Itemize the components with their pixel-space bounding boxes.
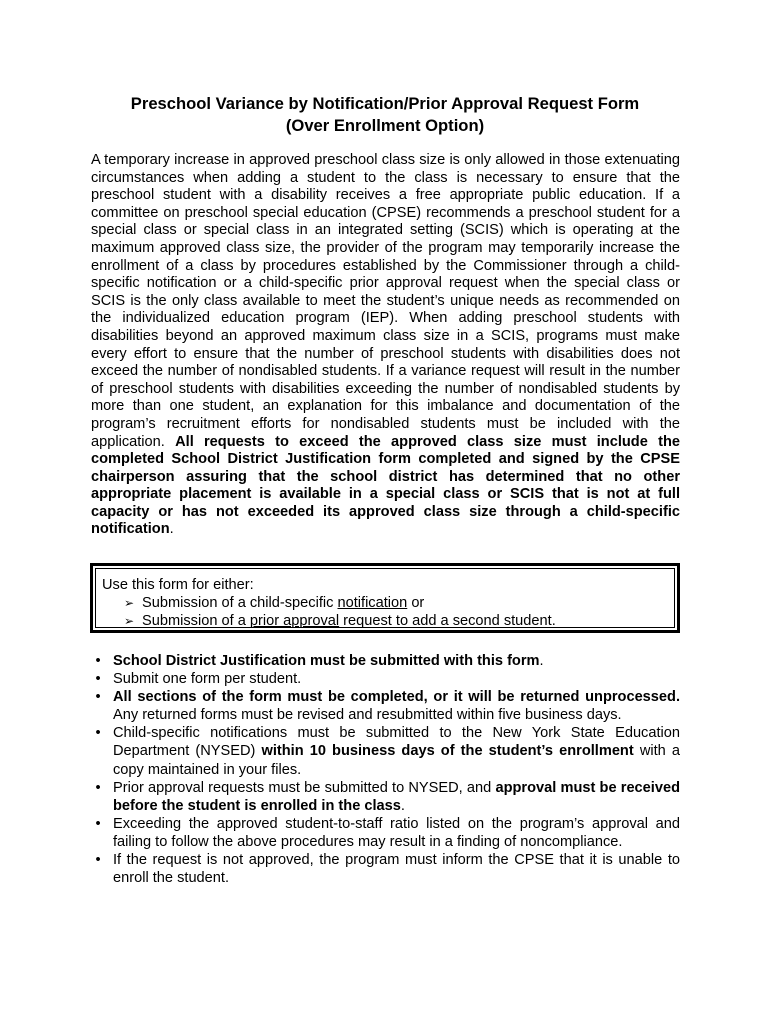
title-line-1: Preschool Variance by Notification/Prior Approval Request Form <box>130 94 640 113</box>
usage-option-prior-approval <box>102 612 668 630</box>
notification-term: notification <box>337 595 408 611</box>
bullet-dot-icon: • <box>95 815 101 832</box>
usage-option-notification <box>102 594 668 612</box>
list-item-end: . <box>539 653 544 669</box>
usage-option-1-post: or <box>407 595 425 611</box>
list-item-text: Any returned forms must be revised and resubmitted within five business days. <box>113 707 622 724</box>
usage-option-2-post: request to add a second student. <box>339 613 556 629</box>
intro-paragraph <box>91 152 680 539</box>
list-item-text: Exceeding the approved student-to-staff ratio listed on the program’s approval and failing to follow the above procedures may result in a finding of noncompliance. <box>113 815 680 850</box>
list-item-text: Prior approval requests must be submitted to NYSED, and <box>113 779 496 796</box>
intro-text: A temporary increase in approved preschool class size is only allowed in those extenuating circumstances when adding a student to the class is necessary to ensure that the preschool student with a disability receives a free appropriate public education. If a committee on preschool special education (CPSE) recommends a preschool student for a special class or special class in an integrated setting (SCIS) which is operating at the maximum approved class size, the provider of the program may temporarily increase the enrollment of a class by procedures established by the Commissioner through a child-specific notification or a child-specific prior approval request when the special class or SCIS is the only class available to meet the student’s unique needs as recommended on the individualized education program (IEP). When adding preschool students with disabilities beyond an approved maximum class size in a SCIS, programs must make every effort to ensure that the number of preschool students with disabilities does not exceed the number of nondisabled students. If a variance request will result in the number of preschool students with disabilities exceeding the number of nondisabled students by more than one student, an explanation for this imbalance and documentation of the program’s recruitment efforts for nondisabled students must be included with the application. <box>91 152 680 450</box>
usage-option-2-pre: Submission of a <box>142 613 250 629</box>
bullet-dot-icon: • <box>95 689 101 706</box>
list-item <box>91 815 680 851</box>
bullet-dot-icon: • <box>95 725 101 742</box>
list-item-bold: within 10 business days of the student’s enrollment <box>261 743 634 760</box>
list-item-text: Submit one form per student. <box>113 671 302 688</box>
list-item-bold: approval must be received before the student is enrolled in the class <box>113 779 680 814</box>
list-item-bold: School District Justification must be submitted with this form <box>113 653 540 669</box>
bullet-dot-icon: • <box>95 653 101 669</box>
list-item-text: with a copy maintained in your files. <box>113 743 680 778</box>
intro-bold-requirement: All requests to exceed the approved class size must include the completed School District Justification form completed and signed by the CPSE chairperson assuring that the school district has determined that no other appropriate placement is available in a special class or SCIS that is not at full capacity or has not exceeded its approved class size through a child-specific notification <box>91 433 680 538</box>
list-item-text: If the request is not approved, the program must inform the CPSE that it is unable to enroll the student. <box>113 852 680 887</box>
instructions-list <box>91 652 680 887</box>
intro-end: . <box>169 521 174 538</box>
list-item-text: Child-specific notifications must be submitted to the New York State Education Department (NYSED) <box>113 725 680 760</box>
usage-option-1-pre: Submission of a child-specific <box>142 595 338 611</box>
list-item <box>91 779 680 815</box>
bullet-dot-icon: • <box>95 852 101 869</box>
title-line-2: (Over Enrollment Option) <box>285 116 485 135</box>
usage-box-inner <box>95 568 675 628</box>
arrow-bullet-icon: ➢ <box>124 614 135 628</box>
prior-approval-term: prior approval <box>249 613 340 629</box>
list-item <box>91 851 680 887</box>
bullet-dot-icon: • <box>95 671 101 688</box>
list-item <box>91 724 680 778</box>
list-item-end: . <box>400 797 405 814</box>
usage-box-heading: Use this form for either: <box>102 577 254 593</box>
bullet-dot-icon: • <box>95 779 101 796</box>
list-item <box>91 688 680 724</box>
page-title <box>90 93 680 137</box>
usage-box <box>90 563 680 633</box>
list-item <box>91 670 680 688</box>
list-item <box>91 652 680 670</box>
arrow-bullet-icon: ➢ <box>124 596 135 610</box>
list-item-bold: All sections of the form must be completed, or it will be returned unprocessed. <box>113 689 680 706</box>
